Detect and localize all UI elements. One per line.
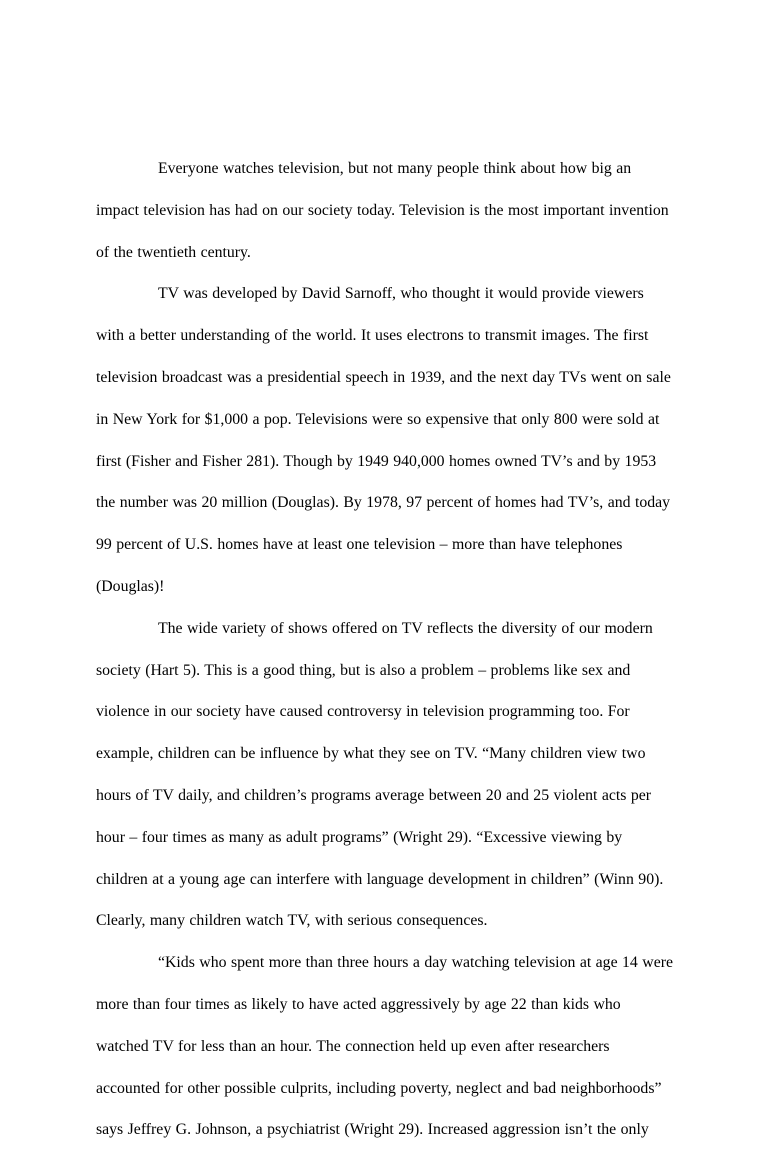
paragraph-1: Everyone watches television, but not many people think about how big an impact television has had on our society today. Television is the most important invention of the twentieth century. bbox=[96, 160, 669, 261]
paragraph-4: “Kids who spent more than three hours a day watching television at age 14 were more than four times as likely to have acted aggressively by age 22 than kids who watched TV for less than an hour. The connection held up even after researchers accounted for other possible culprits, including poverty, neglect and bad neighborhoods” says Jeffrey G. Johnson, a psychiatrist (Wright 29). Increased aggression isn’t the only bbox=[96, 954, 673, 1139]
paragraph-2: TV was developed by David Sarnoff, who thought it would provide viewers with a better understanding of the world. It uses electrons to transmit images. The first television broadcast was a presidential speech in 1939, and the next day TVs went on sale in New York for $1,000 a pop. Televisions were so expensive that only 800 were sold at first (Fisher and Fisher 281). Though by 1949 940,000 homes owned TV’s and by 1953 the number was 20 million (Douglas). By 1978, 97 percent of homes had TV’s, and today 99 percent of U.S. homes have at least one television – more than have telephones (Douglas)! bbox=[96, 285, 671, 595]
document-body bbox=[96, 148, 676, 1151]
paragraph-3: The wide variety of shows offered on TV reflects the diversity of our modern society (Hart 5). This is a good thing, but is also a problem – problems like sex and violence in our society have caused controversy in television programming too. For example, children can be influence by what they see on TV. “Many children view two hours of TV daily, and children’s programs average between 20 and 25 violent acts per hour – four times as many as adult programs” (Wright 29). “Excessive viewing by children at a young age can interfere with language development in children” (Winn 90). Clearly, many children watch TV, with serious consequences. bbox=[96, 619, 664, 930]
